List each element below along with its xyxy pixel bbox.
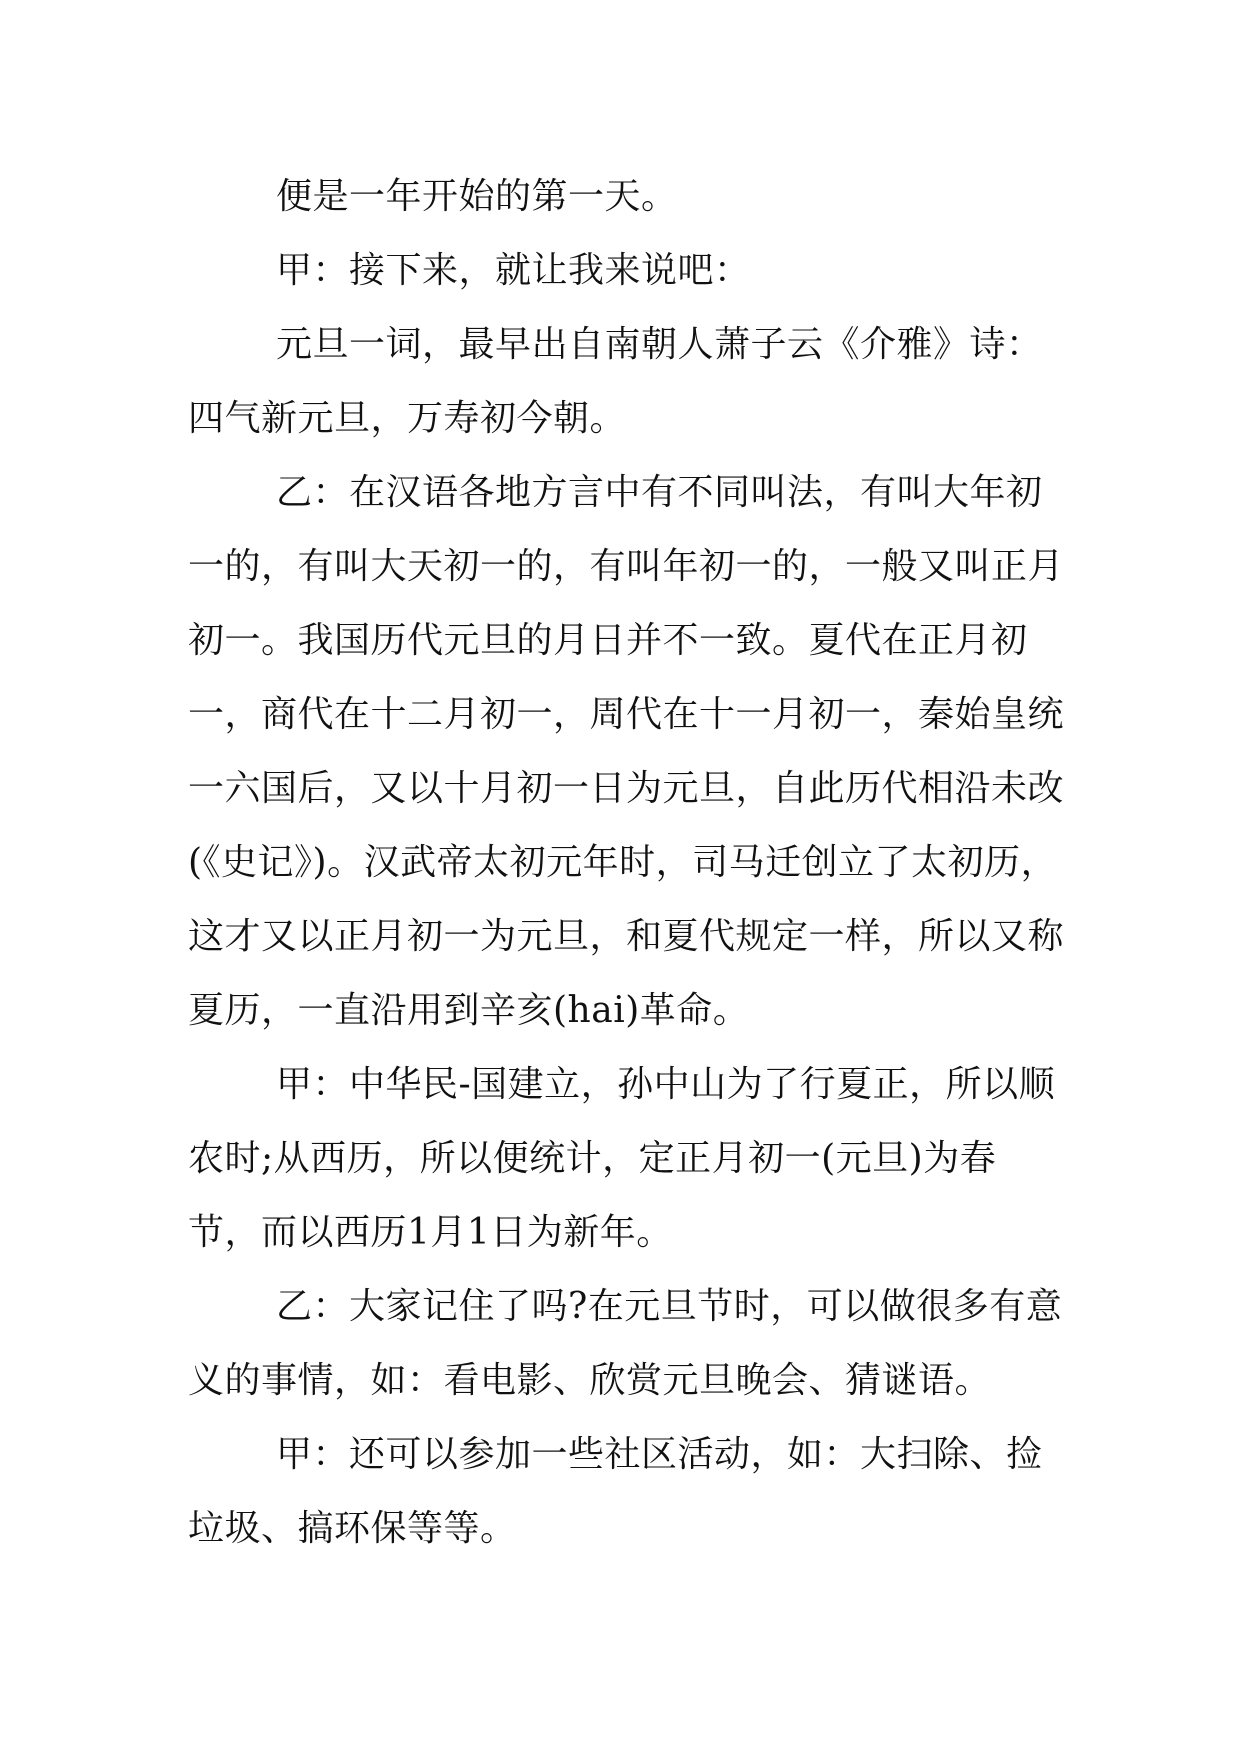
paragraph-6: 乙：大家记住了吗?在元旦节时，可以做很多有意义的事情，如：看电影、欣赏元旦晚会、猜谜语。: [188, 1286, 1063, 1401]
document-body: [188, 160, 1068, 1566]
paragraph-4: 乙：在汉语各地方言中有不同叫法，有叫大年初一的，有叫大天初一的，有叫年初一的，一般又叫正月初一。我国历代元旦的月日并不一致。夏代在正月初一，商代在十二月初一，周代在十一月初一，秦始皇统一六国后，又以十月初一日为元旦，自此历代相沿未改(《史记》)。汉武帝太初元年时，司马迁创立了太初历，这才又以正月初一为元旦，和夏代规定一样，所以又称夏历，一直沿用到辛亥(hai)革命。: [188, 472, 1065, 1031]
paragraph-2: 甲：接下来，就让我来说吧：: [276, 250, 751, 291]
paragraph-5: 甲：中华民-国建立，孙中山为了行夏正，所以顺农时;从西历，所以便统计，定正月初一(元旦)为春节，而以西历1月1日为新年。: [188, 1064, 1056, 1253]
paragraph-7: 甲：还可以参加一些社区活动，如：大扫除、捡垃圾、搞环保等等。: [188, 1434, 1043, 1549]
paragraph-1: 便是一年开始的第一天。: [276, 176, 678, 217]
paragraph-3: 元旦一词，最早出自南朝人萧子云《介雅》诗：四气新元旦，万寿初今朝。: [188, 324, 1043, 439]
